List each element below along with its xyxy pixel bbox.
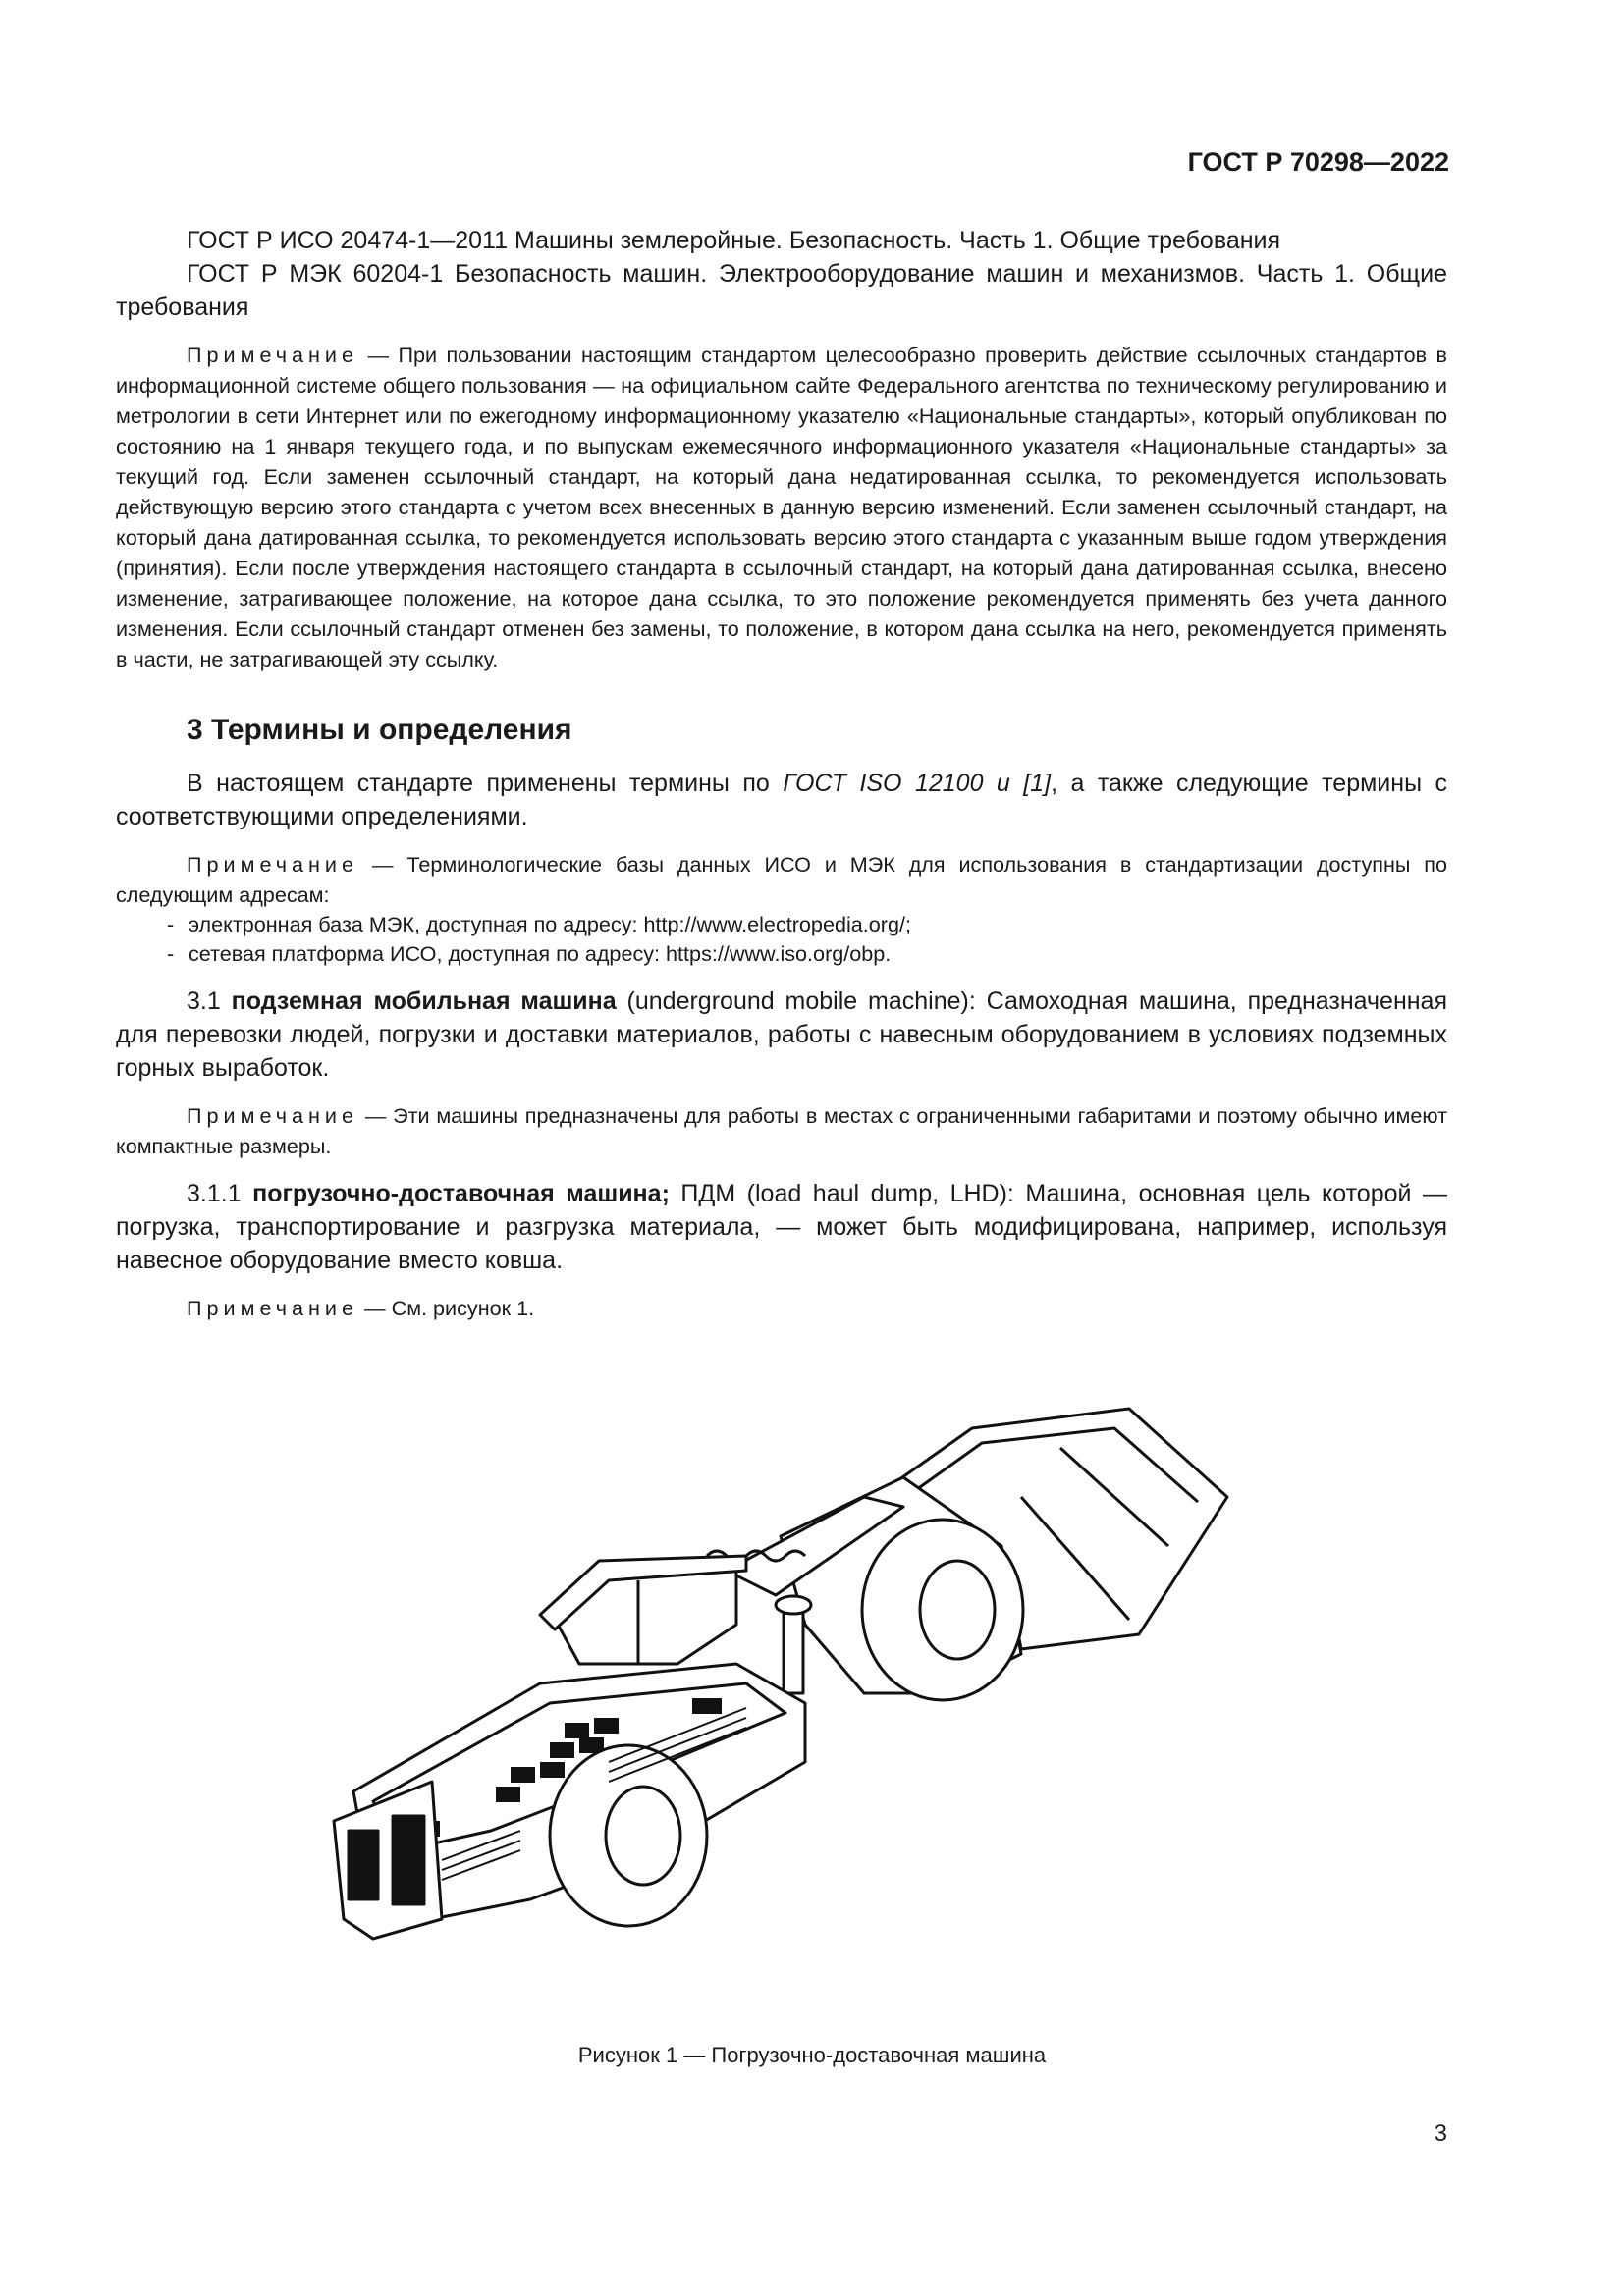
note-2-text: — Терминологические базы данных ИСО и МЭК для использования в стандартизации доступны по следующим адресам: — [116, 852, 1447, 907]
list-item — [116, 910, 1447, 939]
note-3 — [116, 1100, 1447, 1161]
grille-block — [540, 1762, 565, 1778]
lhd-machine-drawing — [314, 1369, 1257, 2007]
list-item — [116, 939, 1447, 969]
term-3-1-1 — [116, 1177, 1447, 1277]
ref-line-2: ГОСТ Р МЭК 60204-1 Безопасность машин. Электрооборудование машин и механизмов. Часть 1. Общие требования — [116, 260, 1447, 321]
page-body — [116, 224, 1447, 1323]
intro-text-b: , а также следующие термины с соответствующими определениями. — [116, 770, 1447, 830]
list-item-text: электронная база МЭК, доступная по адресу: http://www.electropedia.org/; — [189, 912, 911, 936]
note-4 — [116, 1293, 1447, 1323]
intro-reference: ГОСТ ISO 12100 и [1] — [783, 770, 1052, 797]
grille-block — [511, 1767, 535, 1783]
list-item-text: сетевая платформа ИСО, доступная по адресу: https://www.iso.org/obp. — [189, 941, 892, 966]
intro-text-a: В настоящем стандарте применены термины по — [187, 770, 784, 797]
note-1-text: — При пользовании настоящим стандартом целесообразно проверить действие ссылочных стандартов в информационной системе общего пользования — на официальном сайте Федерального агентства по техническому регулированию и метрологии в сети Интернет или по ежегодному информационному указателю «Национальные стандарты», который опубликован по состоянию на 1 января текущего года, и по выпускам ежемесячного информационного указателя «Национальные стандарты» за текущий год. Если заменен ссылочный стандарт, на который дана недатированная ссылка, то рекомендуется использовать действующую версию этого стандарта с учетом всех внесенных в данную версию изменений. Если заменен ссылочный стандарт, на который дана датированная ссылка, то рекомендуется использовать версию этого стандарта с указанным выше годом утверждения (принятия). Если после утверждения настоящего стандарта в ссылочный стандарт, на который дана датированная ссылка, внесено изменение, затрагивающее положение, на которое дана ссылка, то это положение рекомендуется применять без учета данного изменения. Если ссылочный стандарт отменен без замены, то положение, в котором дана ссылка на него, рекомендуется применять в части, не затрагивающей эту ссылку. — [116, 343, 1448, 671]
figure-caption: Рисунок 1 — Погрузочно-доставочная машина — [577, 2043, 1047, 2067]
term-number: 3.1 — [187, 988, 221, 1015]
term-name: погрузочно-доставочная машина; — [252, 1180, 670, 1207]
note-label: Примечание — [187, 1103, 358, 1128]
document-id: ГОСТ Р 70298—2022 — [1187, 147, 1449, 177]
term-name: подземная мобильная машина — [231, 988, 617, 1015]
radiator-left — [349, 1831, 378, 1899]
rear-wheel-hub — [606, 1787, 680, 1885]
grille-block — [550, 1742, 574, 1758]
term-definition: (underground mobile machine): Самоходная машина, предназначенная для перевозки людей, погрузки и доставки материалов, работы с навесным оборудованием в условиях подземных горных выработок. — [116, 988, 1447, 1082]
note-label: Примечание — [187, 343, 358, 367]
note-3-text: — Эти машины предназначены для работы в местах с ограниченными габаритами и поэтому обычно имеют компактные размеры. — [116, 1103, 1447, 1158]
section-3-intro — [116, 767, 1447, 833]
list-marker: - — [167, 941, 175, 966]
note-2 — [116, 849, 1447, 910]
grille-block — [594, 1718, 619, 1734]
page-number: 3 — [1434, 2120, 1447, 2147]
grille-block — [565, 1723, 589, 1738]
hydraulic-cylinder — [784, 1605, 803, 1693]
note-label: Примечание — [187, 852, 358, 877]
term-definition: ПДМ (load haul dump, LHD): Машина, основная цель которой — погрузка, транспортирование и разгрузка материала, — может быть модифицирована, например, используя навесное оборудование вместо ковша. — [116, 1180, 1447, 1274]
term-3-1 — [116, 985, 1447, 1085]
note-4-text: — См. рисунок 1. — [364, 1296, 535, 1320]
list-marker: - — [167, 912, 175, 936]
grille-block — [496, 1787, 520, 1802]
term-number: 3.1.1 — [187, 1180, 242, 1207]
note-label: Примечание — [187, 1296, 358, 1320]
grille-block — [692, 1698, 722, 1714]
radiator-right — [393, 1816, 424, 1904]
ref-line-1: ГОСТ Р ИСО 20474-1—2011 Машины землеройные. Безопасность. Часть 1. Общие требования — [187, 227, 1281, 254]
cylinder-cap — [776, 1596, 811, 1614]
note-1 — [116, 340, 1447, 674]
section-3-title: 3 Термины и определения — [187, 714, 572, 746]
front-wheel-hub — [920, 1561, 995, 1659]
lhd-machine-figure — [314, 1369, 1257, 2007]
